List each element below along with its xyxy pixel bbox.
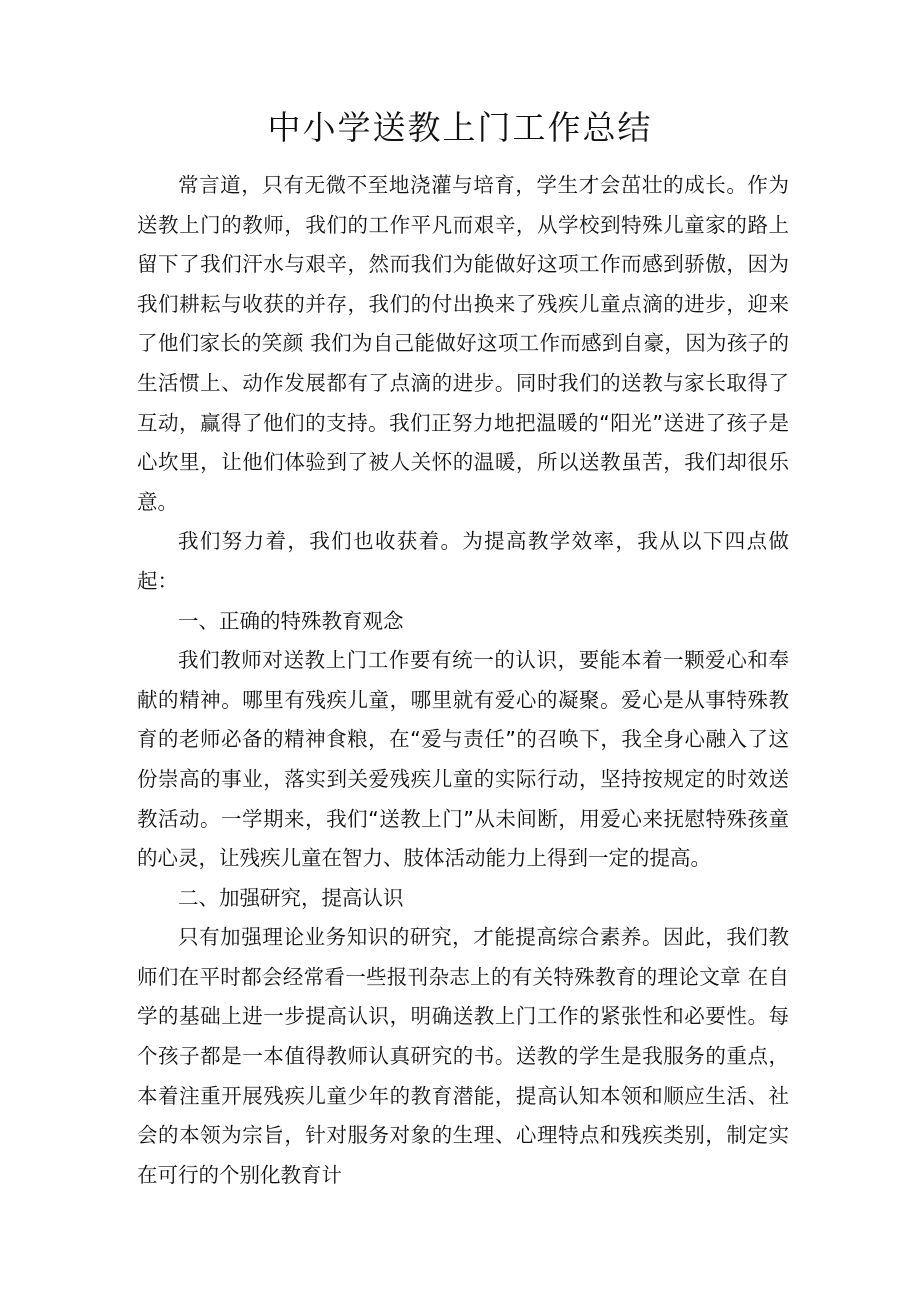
section-heading-1: 一、正确的特殊教育观念 bbox=[178, 608, 404, 633]
paragraph-efforts: 我们努力着，我们也收获着。为提高教学效率，我从以下四点做起： bbox=[137, 529, 789, 593]
section-heading-2: 二、加强研究，提高认识 bbox=[178, 885, 404, 910]
document-body bbox=[137, 166, 789, 1195]
paragraph-intro: 常言道，只有无微不至地浇灌与培育，学生才会茁壮的成长。作为送教上门的教师，我们的工作平凡而艰辛，从学校到特殊儿童家的路上留下了我们汗水与艰辛，然而我们为能做好这项工作而感到骄傲，因为我们耕耘与收获的并存，我们的付出换来了残疾儿童点滴的进步，迎来了他们家长的笑颜 我们为自己能做好这项工作而感到自豪，因为孩子的生活惯上、动作发展都有了点滴的进步。同时我们的送教与家长取得了互动，赢得了他们的支持。我们正努力地把温暖的“阳光”送进了孩子是心坎里，让他们体验到了被人关怀的温暖，所以送教虽苦，我们却很乐意。 bbox=[137, 173, 789, 514]
paragraph-section-2: 只有加强理论业务知识的研究，才能提高综合素养。因此，我们教师们在平时都会经常看一些报刊杂志上的有关特殊教育的理论文章 在自学的基础上进一步提高认识，明确送教上门工作的紧张性和必要性。每个孩子都是一本值得教师认真研究的书。送教的学生是我服务的重点，本着注重开展残疾儿童少年的教育潜能，提高认知本领和顺应生活、社会的本领为宗旨，针对服务对象的生理、心理特点和残疾类别，制定实在可行的个别化教育计 bbox=[137, 925, 789, 1187]
paragraph-section-1: 我们教师对送教上门工作要有统一的认识，要能本着一颗爱心和奉献的精神。哪里有残疾儿童，哪里就有爱心的凝聚。爱心是从事特殊教育的老师必备的精神食粮，在“爱与责任”的召唤下，我全身心融入了这份崇高的事业，落实到关爱残疾儿童的实际行动，坚持按规定的时效送教活动。一学期来，我们“送教上门”从未间断，用爱心来抚慰特殊孩童的心灵，让残疾儿童在智力、肢体活动能力上得到一定的提高。 bbox=[137, 648, 789, 871]
document-title: 中小学送教上门工作总结 bbox=[267, 108, 653, 147]
